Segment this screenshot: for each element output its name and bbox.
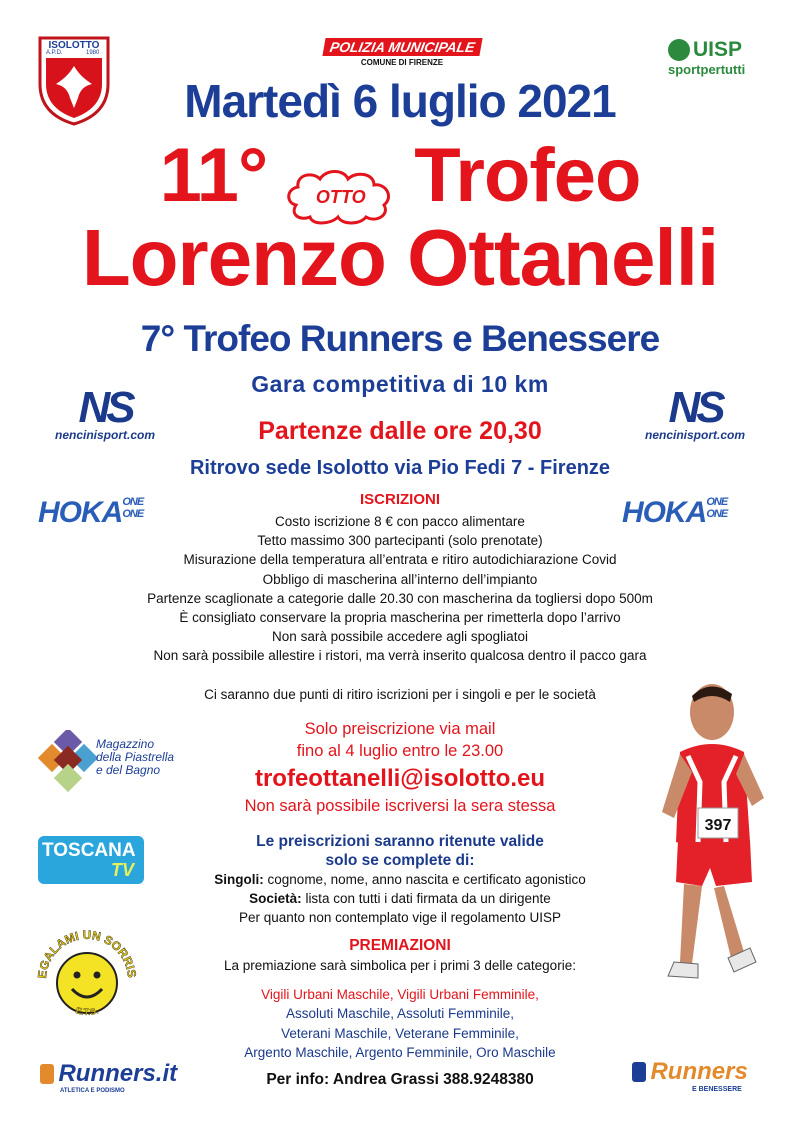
runners-benessere-logo: [632, 1058, 748, 1093]
uisp-subtitle: sportpertutti: [668, 62, 746, 77]
iscrizioni-heading: ISCRIZIONI: [359, 491, 440, 508]
premiazioni-cat1: Vigili Urbani Maschile, Vigili Urbani Femminile,: [261, 987, 539, 1003]
prescrizione-line1: Solo preiscrizione via mail: [304, 720, 496, 738]
premiazioni-block: [150, 936, 650, 1062]
premiazioni-cat3: Veterani Maschile, Veterane Femminile,: [281, 1025, 519, 1041]
athlete-name: Lorenzo Ottanelli: [81, 213, 719, 302]
uisp-logo: [668, 38, 768, 77]
isolotto-apd: A.P.D.: [46, 50, 63, 56]
runners-it-sub: ATLETICA E PODISMO: [60, 1088, 125, 1094]
hoka-one-left: ONE: [122, 496, 144, 508]
hoka-one-right: ONE: [706, 496, 728, 508]
premiazioni-intro: La premiazione sarà simbolica per i primi 3 delle categorie:: [224, 958, 576, 973]
polizia-logo: [312, 38, 492, 67]
premiazioni-heading: PREMIAZIONI: [349, 937, 451, 954]
sorriso-logo: [32, 925, 142, 1035]
event-date: Martedì 6 luglio 2021: [184, 75, 616, 127]
comune-firenze-label: COMUNE DI FIRENZE: [360, 58, 444, 67]
premiazioni-cat2: Assoluti Maschile, Assoluti Femminile,: [285, 1006, 515, 1022]
magazzino-line1: Magazzino: [96, 737, 155, 751]
iscrizioni-line: Non sarà possibile allestire i ristori, ma verrà inserito qualcosa dentro il pacco gara: [153, 648, 647, 664]
prescrizione-email: trofeottanelli@isolotto.eu: [254, 765, 546, 792]
otto-label: OTTO: [315, 186, 366, 207]
toscana-label: TOSCANA: [42, 840, 136, 861]
singoli-line: [110, 870, 690, 889]
hoka-one2-left: ONE: [122, 508, 144, 520]
magazzino-logo: [36, 728, 216, 798]
hoka-one2-right: ONE: [706, 508, 728, 520]
uisp-figure-icon: [668, 39, 690, 61]
societa-text: lista con tutti i dati firmata da un dirigente: [301, 891, 551, 907]
isolotto-name: ISOLOTTO: [48, 40, 100, 51]
iscrizioni-line: Obbligo di mascherina all’interno dell’impianto: [262, 571, 538, 587]
polizia-municipale-label: POLIZIA MUNICIPALE: [322, 38, 482, 56]
ns-mark-icon: NS: [668, 383, 722, 432]
runners-benessere-label: Runners: [650, 1058, 748, 1085]
piastrella-tiles-icon: [36, 730, 100, 794]
ritiro-label: Ci saranno due punti di ritiro iscrizioni per i singoli e per le società: [204, 687, 596, 702]
societa-label: Società:: [249, 891, 302, 907]
partenze-label: Partenze dalle ore 20,30: [258, 417, 542, 445]
hoka-main-left: HOKA: [38, 496, 123, 529]
gara-label: Gara competitiva di 10 km: [251, 371, 549, 397]
iscrizioni-line: Tetto massimo 300 partecipanti (solo prenotate): [257, 533, 543, 549]
trofeo-label: Trofeo: [414, 133, 641, 218]
validita-line2: solo se complete di:: [325, 852, 475, 869]
sorriso-top-text: EGALAMI UN SORRIS: [34, 927, 140, 980]
validita-block: [110, 832, 690, 928]
iscrizioni-line: Misurazione della temperatura all’entrata e ritiro autodichiarazione Covid: [183, 552, 617, 568]
hoka-main-right: HOKA: [622, 496, 707, 529]
societa-line: [110, 889, 690, 908]
premiazioni-cat4: Argento Maschile, Argento Femminile, Oro Maschile: [244, 1044, 556, 1060]
iscrizioni-list: [0, 512, 800, 666]
runner-figure-icon: [640, 672, 780, 1032]
regolamento-line: Per quanto non contemplato vige il regolamento UISP: [239, 910, 561, 926]
event-subtitle: 7° Trofeo Runners e Benessere: [140, 318, 660, 359]
prescrizione-line3: Non sarà possibile iscriversi la sera stessa: [244, 797, 556, 815]
iscrizioni-line: Partenze scaglionate a categorie dalle 20.30 con mascherina da togliersi dopo 500m: [147, 590, 653, 606]
prescrizione-line2: fino al 4 luglio entro le 23.00: [296, 742, 504, 760]
title-row: [0, 132, 800, 218]
runner-photo: [640, 672, 780, 1032]
singoli-label: Singoli:: [214, 872, 264, 887]
tv-label: TV: [110, 860, 134, 880]
runner-mark-icon: [632, 1062, 646, 1082]
isolotto-year: 1980: [86, 50, 100, 56]
nencini-site-right: nencinisport.com: [644, 428, 745, 442]
prescrizione-block: [200, 718, 600, 816]
magazzino-line3: e del Bagno: [96, 763, 161, 777]
iscrizioni-line: Costo iscrizione 8 € con pacco alimentare: [275, 514, 525, 529]
singoli-text: cognome, nome, anno nascita e certificato agonistico: [263, 872, 586, 887]
magazzino-line2: della Piastrella: [96, 750, 175, 764]
runner-bib: 397: [704, 817, 732, 834]
uisp-label: UISP: [693, 38, 743, 61]
iscrizioni-line: Non sarà possibile accedere agli spogliatoi: [272, 629, 528, 645]
edition-number: 11°: [159, 133, 268, 218]
runners-it-label: Runners.it: [58, 1060, 178, 1087]
ritrovo-label: Ritrovo sede Isolotto via Pio Fedi 7 - Firenze: [189, 457, 611, 479]
smiley-icon: [32, 925, 142, 1035]
info-contact: Per info: Andrea Grassi 388.9248380: [266, 1071, 534, 1088]
sorriso-bottom-text: E.T.S.: [74, 1005, 100, 1018]
ns-mark-icon: NS: [78, 383, 132, 432]
nencini-site-left: nencinisport.com: [54, 428, 155, 442]
iscrizioni-line: È consigliato conservare la propria mascherina per rimetterla dopo l’arrivo: [179, 610, 621, 626]
validita-line1: Le preiscrizioni saranno ritenute valide: [256, 833, 544, 850]
runners-benessere-sub: E BENESSERE: [692, 1086, 742, 1093]
